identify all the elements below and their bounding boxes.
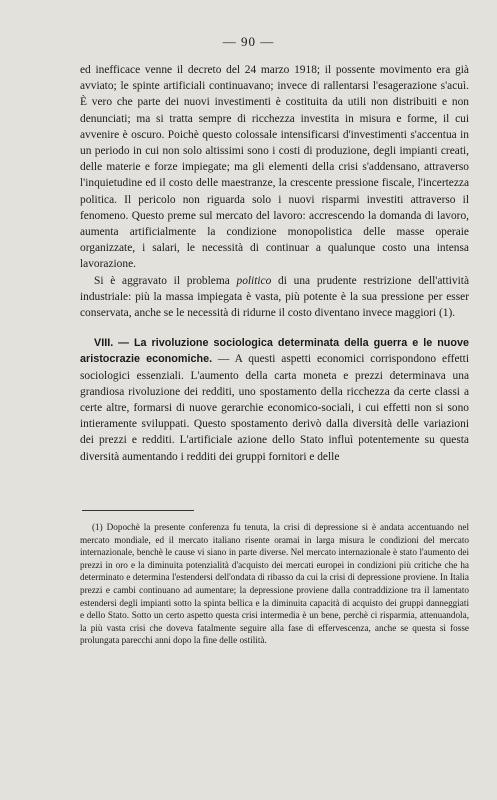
section-viii-paragraph bbox=[80, 335, 469, 465]
section-text: — A questi aspetti economici corrispondono effetti sociologici essenziali. L'aumento della carta moneta e prezzi determinava una grandiosa rivoluzione dei redditi, uno spostamento della ricchezza da certe classi a certe altre, formarsi di nuove gerarchie economico-sociali, i cui effetti non si sono intieramente sviluppati. Questo spostamento derivò dalla diversità delle variazioni dei prezzi e redditi. L'artificiale azione dello Stato influì potentemente su questa diversità aumentando i redditi dei gruppi fornitori e delle bbox=[80, 353, 470, 463]
paragraph-2-start: Si è aggravato il problema bbox=[94, 274, 237, 287]
paragraph-2 bbox=[80, 273, 469, 322]
emphasis-politico: politico bbox=[236, 274, 272, 287]
section-heading: VIII. — La rivoluzione sociologica determinata della guerra e le nuove aristocrazie economiche. bbox=[80, 337, 469, 366]
paragraph-1: ed inefficace venne il decreto del 24 marzo 1918; il possente movimento era già avviato; le spinte artificiali continuavano; invece di rallentarsi l'esagerazione s'acuì. È vero che parte dei nuovi investimenti è costituita da utili non distribuiti e non denunciati; ma si tratta sempre di ricchezza investita in misura e forme, il cui avvenire è oscuro. Poichè questo colossale intensificarsi d'investimenti s'accentua in un periodo in cui non solo altissimi sono i costi di produzione, degli impianti creati, delle materie e forze impiegate; ma gli elementi della crisi s'addensano, attraverso l'inquietudine ed il costo delle maestranze, la crescente pressione fiscale, l'incertezza politica. Il pericolo non riguarda solo i nuovi risparmi investiti attraverso il fenomeno. Questo preme sul mercato del lavoro: accrescendo la domanda di lavoro, aumenta artificialmente la condizione monopolistica delle masse operaie organizzate, i salari, le necessità di continuar a qualunque costo una intensa lavorazione. bbox=[80, 64, 469, 271]
footnote: (1) Dopochè la presente conferenza fu tenuta, la crisi di depressione si è andata accentuando nel mercato mondiale, ed il mercato italiano risente oramai in larga misura le condizioni del mercato internazionale, benchè le cause vi siano in parte diverse. Nel mercato internazionale è stato l'aumento dei prezzi in oro e la diminuita potenzialità d'acquisto dei mercati europei in condizioni più critiche che ha determinato e determina l'estendersi dell'ondata di ribasso da cui la crisi di depressione proviene. In Italia prezzi e cambi continuano ad aumentare; la depressione proviene dalla contraddizione tra il lamentato estendersi degli impianti sotto la spinta bellica e la diminuita capacità di acquisto dei gruppi danneggiati e dello Stato. Sotto un certo aspetto questa crisi intermedia è un bene, perchè ci risparmia, attenuandola, la più vasta crisi che doveva fatalmente seguire alla fase di effervescenza, anche se questa si fosse prolungata parecchi anni dopo la fine delle ostilità. bbox=[80, 522, 469, 646]
page-number: — 90 — bbox=[222, 34, 275, 49]
paragraph-2-end: di una prudente restrizione dell'attività industriale: più la massa impiegata è vasta, più potente è la sua pressione per esser conservata, anche se le necessità di ridurne il costo diventano invece maggiori (1). bbox=[80, 274, 469, 320]
body-text bbox=[80, 62, 469, 465]
footnote-divider bbox=[82, 510, 194, 511]
